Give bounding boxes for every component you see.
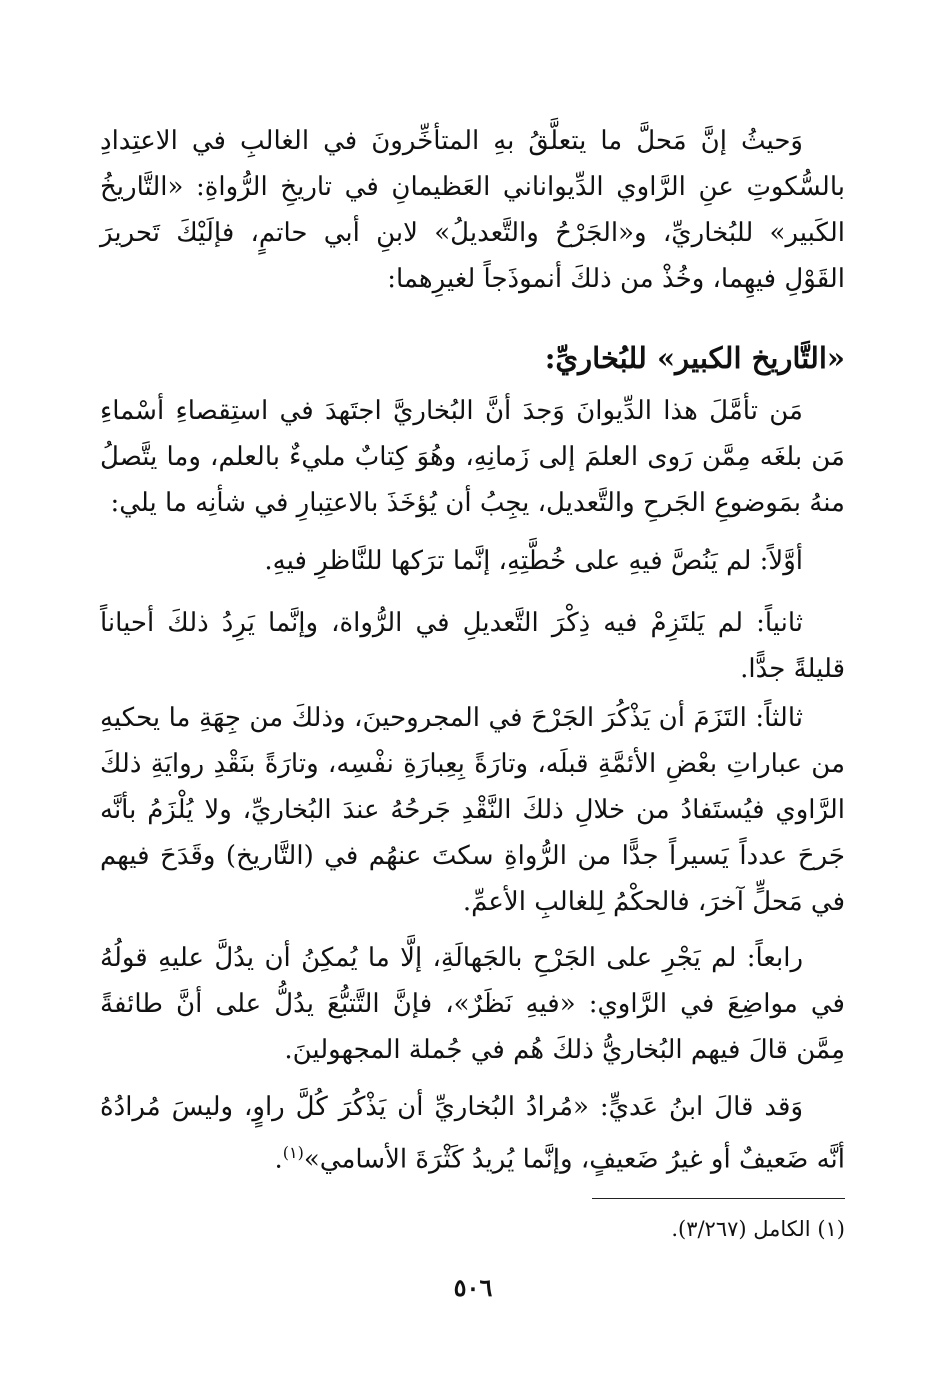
closing-period: . (274, 1144, 283, 1175)
section-intro-paragraph: مَن تأمَّلَ هذا الدِّيوانَ وَجدَ أنَّ البُخاريَّ اجتَهدَ في استِقصاءِ أسْماءِ مَن بلغَه مِمَّن رَوى العلمَ إلى زَمانِهِ، وهُوَ كِتابٌ مليءٌ بالعلم، وما يتَّصلُ منهُ بمَوضوعِ الجَرحِ والتَّعديل، يجِبُ أن يُؤخَذَ بالاعتِبارِ في شأنِه ما يلي: (100, 396, 845, 518)
point-first: أوَّلاً: لم يَنُصَّ فيهِ على خُطَّتِهِ، إنَّما ترَكها للنَّاظرِ فيهِ. (264, 546, 803, 576)
footnote-divider (592, 1198, 845, 1199)
point-third: ثالثاً: التَزَمَ أن يَذْكُرَ الجَرْحَ في المجروحينَ، وذلكَ من جِهَةِ ما يحكيهِ من عباراتِ بعْضِ الأئمَّةِ قبلَه، وتارَةً بِعِبارَةِ نفْسِه، وتارَةً بنَقْدِ روايَةِ ذلكَ الرَّاوي فيُستَفادُ من خلالِ ذلكَ النَّقْدِ جَرحُهُ عندَ البُخاريِّ، ولا يُلْزَمُ بأنَّه جَرحَ عدداً يَسيراً جدًّا من الرُّواةِ سكتَ عنهُم في (التَّاريخ) وقَدَحَ فيهم في مَحلٍّ آخرَ، فالحكْمُ لِلغالبِ الأعمِّ. (100, 703, 845, 917)
point-fourth: رابعاً: لم يَجْرِ على الجَرْحِ بالجَهالَةِ، إلَّا ما يُمكِنُ أن يدُلَّ عليهِ قولُهُ في مواضِعَ في الرَّاوي: «فيهِ نَظَرٌ»، فإنَّ التَّتبُّعَ يدُلُّ على أنَّ طائفةً مِمَّن قالَ فيهم البُخاريُّ ذلكَ هُم في جُملة المجهولينَ. (100, 943, 845, 1065)
closing-quote-paragraph (100, 1084, 845, 1183)
footnote-reference: (١) (282, 1143, 304, 1162)
intro-paragraph: وَحيثُ إنَّ مَحلَّ ما يتعلَّقُ بهِ المتأخِّرونَ في الغالبِ في الاعتِدادِ بالسُّكوتِ عنِ الرَّاوي الدِّيواناني العَظيمانِ في تاريخِ الرُّواةِ: «التَّاريخُ الكَبير» للبُخاريِّ، و«الجَرْحُ والتَّعديلُ» لابنِ أبي حاتمٍ، فإلَيْكَ تَحريرَ القَوْلِ فيهِما، وخُذْ من ذلكَ أنموذَجاً لغيرِهما: (100, 126, 845, 294)
page-number: ٥٠٦ (453, 1273, 493, 1302)
closing-quote-text: وَقد قالَ ابنُ عَديٍّ: «مُرادُ البُخاريِّ أن يَذْكُرَ كُلَّ راوٍ، وليسَ مُرادُهُ أنَّه ضَعيفٌ أو غيرُ ضَعيفٍ، وإنَّما يُريدُ كَثْرَةَ الأسامي» (100, 1092, 845, 1175)
point-second: ثانياً: لم يَلتَزِمْ فيه ذِكْرَ التَّعديلِ في الرُّواة، وإنَّما يَرِدُ ذلكَ أحياناً قليلةً جدًّا. (100, 608, 845, 684)
footnote-text: (١) الكامل (٣/٢٦٧). (671, 1217, 845, 1241)
section-heading: «التَّاريخ الكبير» للبُخاريِّ: (544, 341, 845, 375)
